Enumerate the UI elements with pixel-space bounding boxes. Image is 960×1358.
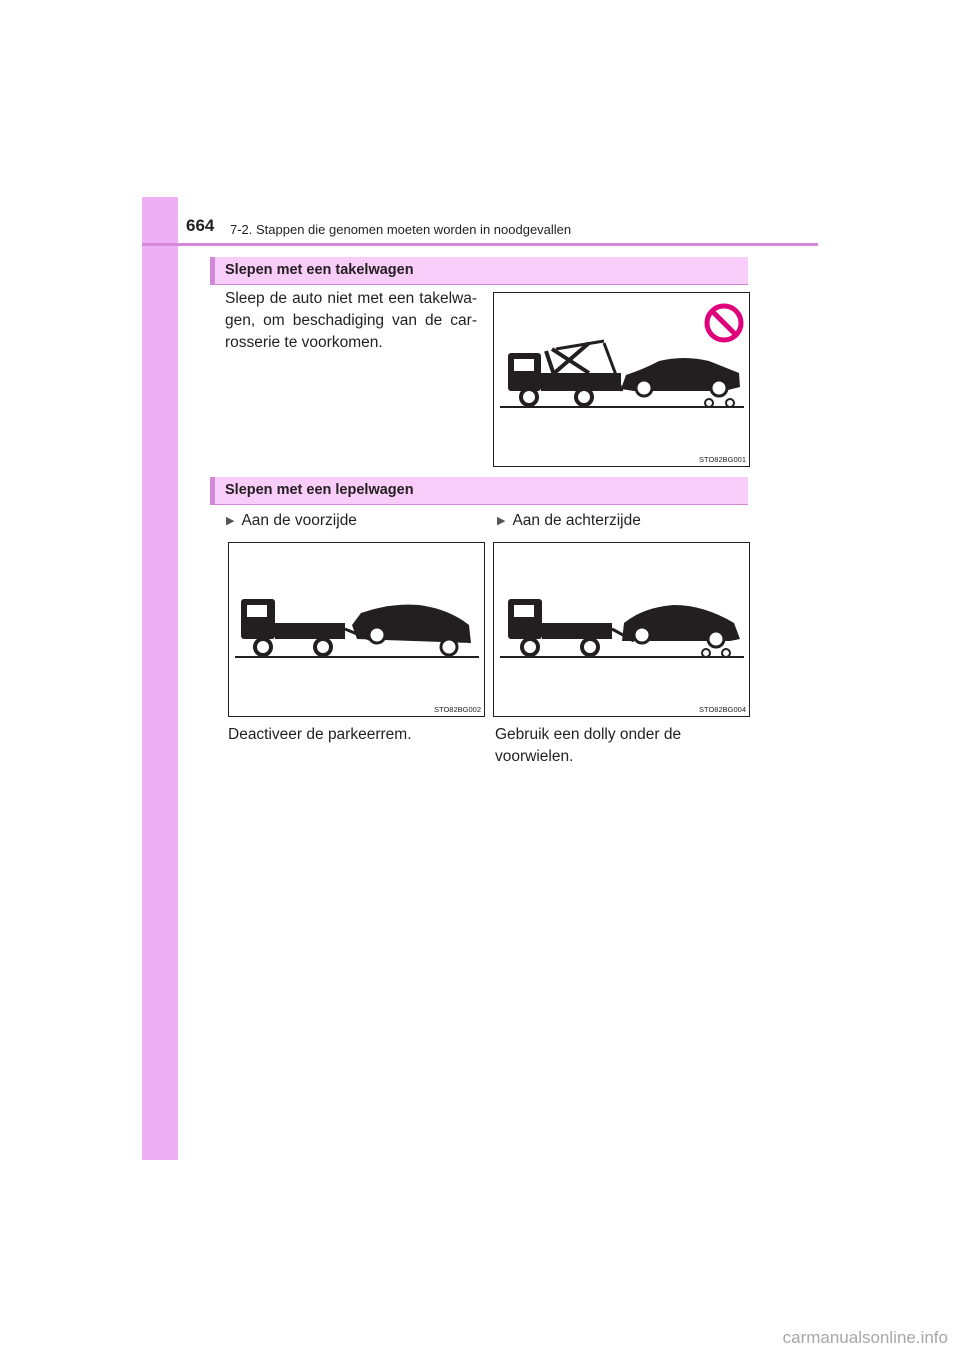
figure-rear-towing — [493, 542, 750, 717]
section-heading-text: Slepen met een lepelwagen — [225, 482, 414, 498]
tow-truck-icon — [508, 341, 622, 405]
section-heading-text: Slepen met een takelwagen — [225, 262, 414, 278]
triangle-bullet-icon: ▶ — [226, 515, 235, 527]
watermark: carmanualsonline.info — [782, 1328, 948, 1347]
section-heading-flatbed — [210, 477, 748, 505]
bullet-rear-label: Aan de achterzijde — [512, 512, 641, 529]
figure-code: STO82BG002 — [434, 705, 481, 714]
section-heading-wheel-lift — [210, 257, 748, 285]
figure-tow-truck-prohibited — [493, 292, 750, 467]
side-tab-bar — [142, 197, 178, 1160]
header-rule — [142, 243, 818, 246]
car-icon — [621, 358, 740, 407]
bullet-front — [226, 512, 357, 530]
bullet-front-label: Aan de voorzijde — [241, 512, 357, 529]
chapter-title: 7-2. Stappen die genomen moeten worden in noodgevallen — [230, 222, 572, 237]
page-number: 664 — [186, 216, 215, 235]
rear-caption: Gebruik een dolly onder de voorwielen. — [495, 726, 682, 765]
truck-icon — [508, 599, 634, 655]
car-icon — [622, 605, 740, 657]
prohibited-icon — [707, 306, 741, 340]
bullet-rear — [497, 512, 641, 530]
car-icon — [352, 605, 471, 655]
figure-front-towing — [228, 542, 485, 717]
figure-code: STO82BG004 — [699, 705, 746, 714]
front-caption: Deactiveer de parkeerrem. — [228, 726, 412, 743]
figure-code: STO82BG001 — [699, 455, 746, 464]
triangle-bullet-icon: ▶ — [497, 515, 506, 527]
towing-warning-text: Sleep de auto niet met een takelwa-gen, om beschadiging van de car-rosserie te voorkomen. — [225, 290, 477, 351]
